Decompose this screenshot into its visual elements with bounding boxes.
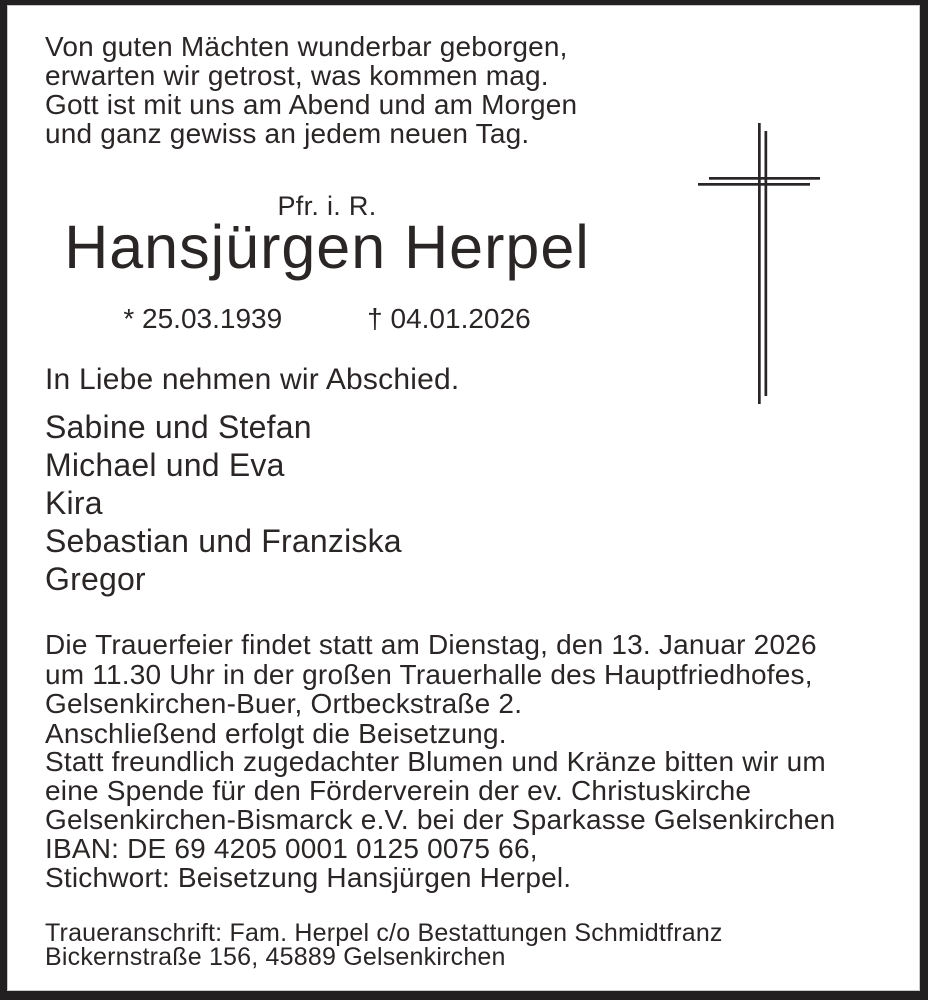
mourning-address bbox=[45, 921, 723, 969]
address-line: Bickernstraße 156, 45889 Gelsenkirchen bbox=[45, 943, 506, 971]
farewell-line: In Liebe nehmen wir Abschied. bbox=[45, 363, 460, 396]
service-line: Die Trauerfeier findet statt am Dienstag, den 13. Januar 2026 bbox=[45, 629, 817, 660]
death-date: † 04.01.2026 bbox=[367, 303, 531, 334]
donation-iban: IBAN: DE 69 4205 0001 0125 0075 66, bbox=[45, 833, 538, 864]
poem-line: erwarten wir getrost, was kommen mag. bbox=[45, 60, 549, 91]
donation-line: eine Spende für den Förderverein der ev. Christuskirche bbox=[45, 775, 752, 806]
mourner-name: Sabine und Stefan bbox=[45, 409, 312, 445]
poem-line: Von guten Mächten wunderbar geborgen, bbox=[45, 31, 568, 62]
address-line: Traueranschrift: Fam. Herpel c/o Bestattungen Schmidtfranz bbox=[45, 919, 723, 947]
service-line: Gelsenkirchen-Buer, Ortbeckstraße 2. bbox=[45, 688, 523, 719]
deceased-name: Hansjürgen Herpel bbox=[64, 213, 590, 281]
opening-poem bbox=[45, 32, 577, 148]
mourner-name: Sebastian und Franziska bbox=[45, 523, 402, 559]
deceased-honorific: Pfr. i. R. bbox=[277, 191, 377, 221]
mourner-name: Gregor bbox=[45, 561, 146, 597]
funeral-service-info bbox=[45, 630, 817, 748]
donation-line: Statt freundlich zugedachter Blumen und Kränze bitten wir um bbox=[45, 746, 826, 777]
mourners-list bbox=[45, 408, 402, 598]
donation-keyword: Stichwort: Beisetzung Hansjürgen Herpel. bbox=[45, 862, 572, 893]
mourner-name: Michael und Eva bbox=[45, 447, 285, 483]
life-dates bbox=[37, 304, 617, 334]
donation-info bbox=[45, 747, 835, 892]
latin-cross-icon bbox=[690, 118, 830, 413]
service-line: um 11.30 Uhr in der großen Trauerhalle des Hauptfriedhofes, bbox=[45, 658, 813, 690]
birth-date: * 25.03.1939 bbox=[123, 303, 283, 334]
poem-line: Gott ist mit uns am Abend und am Morgen bbox=[45, 89, 578, 120]
mourner-name: Kira bbox=[45, 485, 103, 521]
service-line: Anschließend erfolgt die Beisetzung. bbox=[45, 717, 507, 749]
poem-line: und ganz gewiss an jedem neuen Tag. bbox=[45, 118, 530, 149]
donation-line: Gelsenkirchen-Bismarck e.V. bei der Sparkasse Gelsenkirchen bbox=[45, 804, 836, 835]
